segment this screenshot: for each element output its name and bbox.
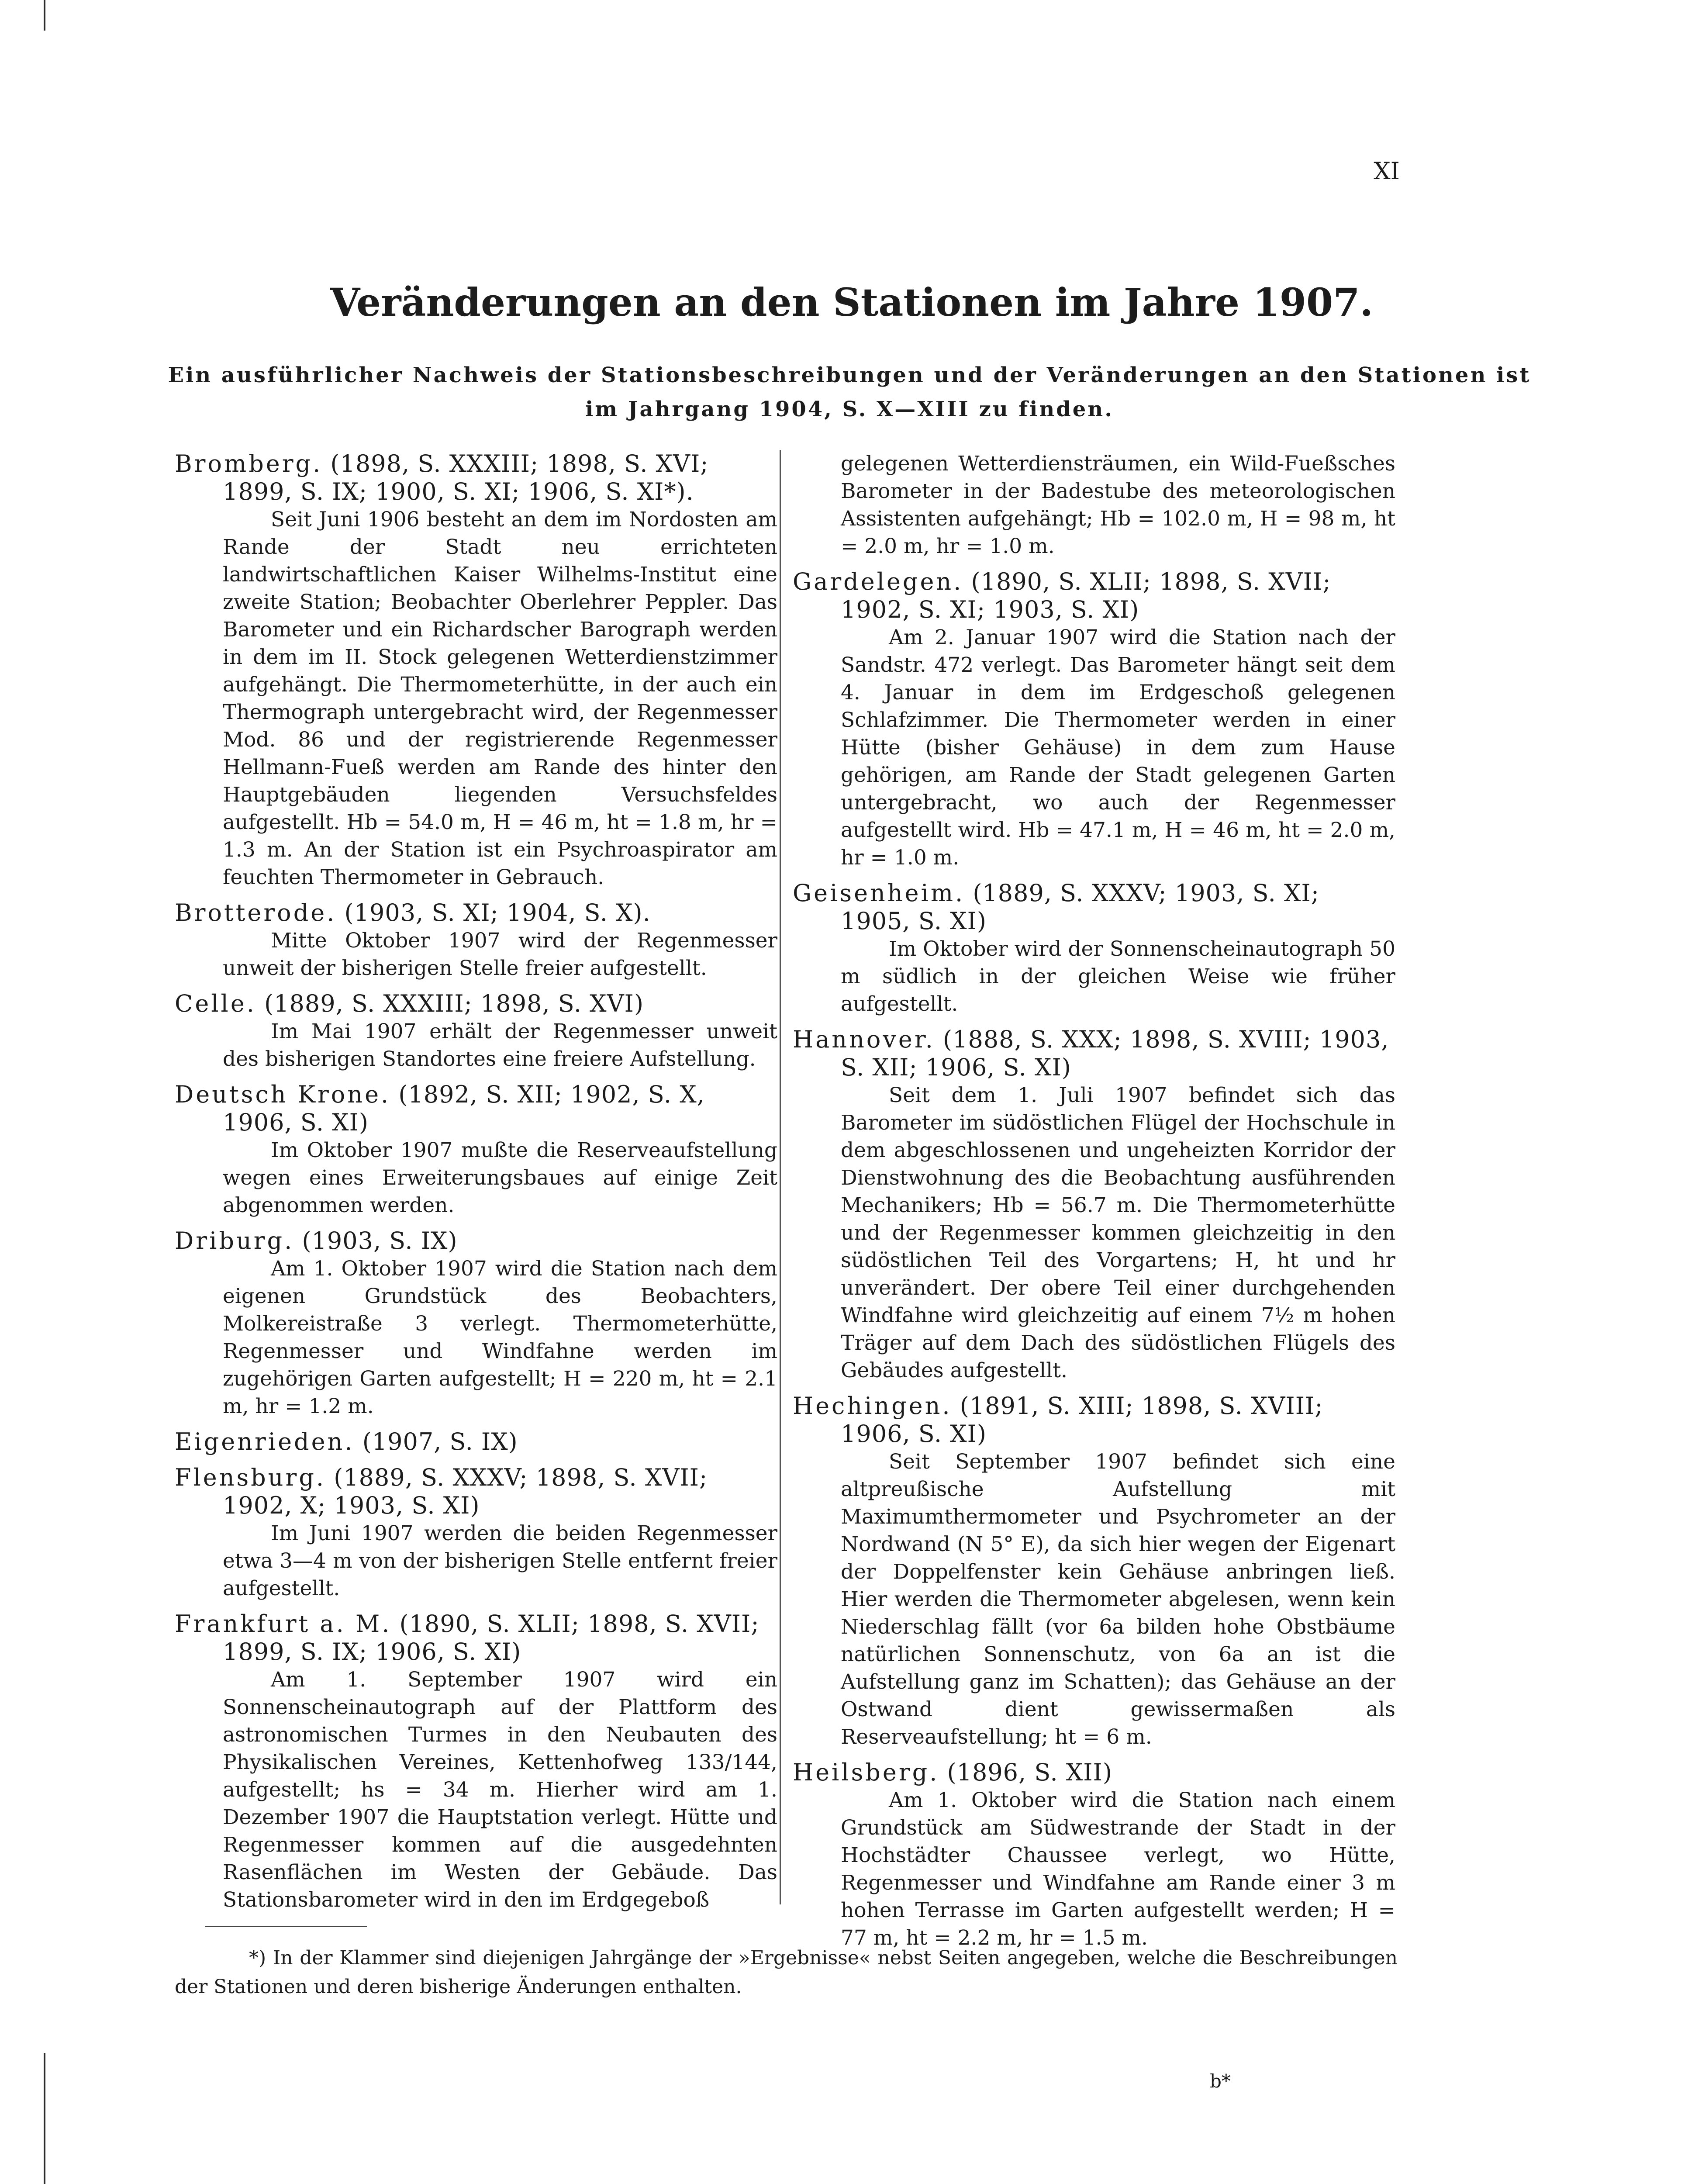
station-text: Seit Juni 1906 besteht an dem im Nordosten am Rande der Stadt neu errichteten landwirtschaftlichen Kaiser Wilhelms-Institut eine zweite Station; Beobachter Oberlehrer Peppler. Das Barometer und ein Richardscher Barograph werden in dem im II. Stock gelegenen Wetterdienstzimmer aufgehängt. Die Thermometerhütte, in der auch ein Thermograph untergebracht wird, der Regenmesser Mod. 86 und der registrierende Regenmesser Hellmann-Fueß werden am Rande des hinter den Hauptgebäuden liegenden Versuchsfeldes aufgestellt. Hb = 54.0 m, H = 46 m, ht = 1.8 m, hr = 1.3 m. An der Station ist ein Psychroaspirator am feuchten Thermometer in Gebrauch. xyxy=(223,508,777,889)
station-name: Eigenrieden. xyxy=(175,1428,355,1455)
station-refs: (1890, S. XLII; 1898, S. XVII; 1899, S. IX; 1906, S. XI) xyxy=(223,1610,759,1666)
station-text: Am 1. Oktober 1907 wird die Station nach dem eigenen Grundstück des Beobachters, Molkereistraße 3 verlegt. Thermometerhütte, Regenmesser und Windfahne werden im zugehörigen Garten aufgestellt; H = 220 m, ht = 2.1 m, hr = 1.2 m. xyxy=(223,1257,777,1418)
station-text: Am 1. September 1907 wird ein Sonnenscheinautograph auf der Plattform des astronomischen Turmes in den Neubauten des Physikalischen Vereines, Kettenhofweg 133/144, aufgestellt; hs = 34 m. Hierher wird am 1. Dezember 1907 die Hauptstation verlegt. Hütte und Regenmesser kommen auf die ausgedehnten Rasenflächen im Westen der Gebäude. Das Stationsbarometer wird in den im Erdgegeboß xyxy=(223,1668,777,1912)
station-entry xyxy=(175,990,777,1073)
station-refs: (1888, S. XXX; 1898, S. XVIII; 1903, S. XII; 1906, S. XI) xyxy=(841,1026,1389,1081)
footnote: *) In der Klammer sind diejenigen Jahrgänge der »Ergebnisse« nebst Seiten angegeben, welche die Beschreibungen der Stationen und deren bisherige Änderungen enthalten. xyxy=(175,1947,1398,1998)
station-heading xyxy=(175,450,777,506)
station-entry xyxy=(793,568,1395,871)
station-name: Driburg. xyxy=(175,1227,294,1254)
station-refs: (1890, S. XLII; 1898, S. XVII; 1902, S. XI; 1903, S. XI) xyxy=(841,568,1331,623)
station-heading xyxy=(793,568,1395,624)
footnote-rule xyxy=(205,1926,367,1927)
station-heading xyxy=(175,1081,777,1137)
station-refs: (1896, S. XII) xyxy=(947,1759,1112,1786)
station-heading xyxy=(175,899,777,927)
station-heading xyxy=(793,1759,1395,1787)
subtitle: Ein ausführlicher Nachweis der Stationsbeschreibungen und der Veränderungen an den Stationen ist im Jahrgang 1904, S. X—XIII zu finden. xyxy=(168,363,1531,422)
station-text: Seit September 1907 befindet sich eine altpreußische Aufstellung mit Maximumthermometer und Psychrometer an der Nordwand (N 5° E), da sich hier wegen der Eigenart der Doppelfenster kein Gehäuse anbringen ließ. Hier werden die Thermometer abgelesen, wenn kein Niederschlag fällt (vor 6a bilden hohe Obstbäume natürlichen Sonnenschutz, von 6a an ist die Aufstellung ganz im Schatten); das Gehäuse an der Ostwand dient gewissermaßen als Reserveaufstellung; ht = 6 m. xyxy=(841,1450,1395,1749)
station-heading xyxy=(793,879,1395,935)
station-heading xyxy=(793,1026,1395,1082)
station-name: Flensburg. xyxy=(175,1464,326,1491)
page-edge-mark xyxy=(44,0,45,31)
continued-text: gelegenen Wetterdiensträumen, ein Wild-Fueßsches Barometer in der Badestube des meteorologischen Assistenten aufgehängt; Hb = 102.0 m, H = 98 m, ht = 2.0 m, hr = 1.0 m. xyxy=(841,452,1395,558)
station-entry xyxy=(793,1392,1395,1751)
station-refs: (1889, S. XXXV; 1898, S. XVII; 1902, X; 1903, S. XI) xyxy=(223,1464,708,1519)
page-edge-mark xyxy=(44,2053,45,2184)
station-text: Im Juni 1907 werden die beiden Regenmesser etwa 3—4 m von der bisherigen Stelle entfernt freier aufgestellt. xyxy=(223,1521,777,1600)
station-refs: (1891, S. XIII; 1898, S. XVIII; 1906, S. XI) xyxy=(841,1392,1323,1448)
station-name: Hechingen. xyxy=(793,1392,952,1420)
station-name: Brotterode. xyxy=(175,899,337,926)
station-entry xyxy=(175,899,777,982)
page-title: Veränderungen an den Stationen im Jahre 1907. xyxy=(330,280,1374,325)
station-entry xyxy=(175,1227,777,1420)
station-refs: (1889, S. XXXIII; 1898, S. XVI) xyxy=(264,990,644,1017)
station-refs: (1903, S. IX) xyxy=(302,1227,458,1254)
station-entry xyxy=(175,450,777,891)
station-entry xyxy=(175,1428,777,1456)
station-text: Seit dem 1. Juli 1907 befindet sich das Barometer im südöstlichen Flügel der Hochschule in dem abgeschlossenen und ungeheizten Korridor der Dienstwohnung des die Beobachtung ausführenden Mechanikers; Hb = 56.7 m. Die Thermometerhütte und der Regenmesser kommen gleichzeitig in den südöstlichen Teil des Vorgartens; H, ht und hr unverändert. Der obere Teil einer durchgehenden Windfahne wird gleichzeitig auf einem 7½ m hohen Träger auf dem Dach des südöstlichen Flügels des Gebäudes aufgestellt. xyxy=(841,1083,1395,1382)
station-name: Geisenheim. xyxy=(793,879,965,907)
station-entry xyxy=(793,879,1395,1018)
station-refs: (1903, S. XI; 1904, S. X). xyxy=(344,899,651,926)
station-text: Am 1. Oktober wird die Station nach einem Grundstück am Südwestrande der Stadt in der Hochstädter Chaussee verlegt, wo Hütte, Regenmesser und Windfahne am Rande einer 3 m hohen Terrasse im Garten aufgestellt werden; H = 77 m, ht = 2.2 m, hr = 1.5 m. xyxy=(841,1788,1395,1950)
column-divider xyxy=(780,450,781,1904)
station-heading xyxy=(175,1464,777,1520)
station-text: Am 2. Januar 1907 wird die Station nach der Sandstr. 472 verlegt. Das Barometer hängt seit dem 4. Januar in dem im Erdgeschoß gelegenen Schlafzimmer. Die Thermometer werden in einer Hütte (bisher Gehäuse) in dem zum Hause gehörigen, am Rande der Stadt gelegenen Garten untergebracht, wo auch der Regenmesser aufgestellt wird. Hb = 47.1 m, H = 46 m, ht = 2.0 m, hr = 1.0 m. xyxy=(841,625,1395,870)
station-text: Mitte Oktober 1907 wird der Regenmesser unweit der bisherigen Stelle freier aufgestellt. xyxy=(223,929,777,980)
right-column xyxy=(793,450,1395,1959)
station-heading xyxy=(175,1227,777,1255)
station-heading xyxy=(175,1428,777,1456)
signature-mark: b* xyxy=(1210,2070,1231,2092)
station-text: Im Mai 1907 erhält der Regenmesser unweit des bisherigen Standortes eine freiere Aufstellung. xyxy=(223,1019,777,1071)
station-refs: (1889, S. XXXV; 1903, S. XI; 1905, S. XI) xyxy=(841,879,1319,935)
station-name: Gardelegen. xyxy=(793,568,963,595)
station-refs: (1898, S. XXXIII; 1898, S. XVI; 1899, S. IX; 1900, S. XI; 1906, S. XI*). xyxy=(223,450,709,505)
station-entry xyxy=(793,1026,1395,1384)
station-name: Frankfurt a. M. xyxy=(175,1610,392,1638)
page-number: XI xyxy=(1374,157,1400,185)
station-text: Im Oktober 1907 mußte die Reserveaufstellung wegen eines Erweiterungsbaues auf einige Zeit abgenommen werden. xyxy=(223,1138,777,1217)
station-refs: (1892, S. XII; 1902, S. X, 1906, S. XI) xyxy=(223,1081,705,1136)
station-name: Hannover. xyxy=(793,1026,935,1053)
station-entry xyxy=(175,1081,777,1219)
left-column xyxy=(175,450,777,1921)
station-name: Celle. xyxy=(175,990,256,1017)
station-name: Bromberg. xyxy=(175,450,323,477)
station-entry xyxy=(175,1610,777,1914)
station-name: Deutsch Krone. xyxy=(175,1081,391,1108)
station-heading xyxy=(793,1392,1395,1448)
station-entry xyxy=(175,1464,777,1602)
station-heading xyxy=(175,1610,777,1666)
station-name: Heilsberg. xyxy=(793,1759,939,1786)
station-heading xyxy=(175,990,777,1018)
station-text: Im Oktober wird der Sonnenscheinautograph 50 m südlich in der gleichen Weise wie früher aufgestellt. xyxy=(841,937,1395,1016)
station-entry xyxy=(793,1759,1395,1952)
station-refs: (1907, S. IX) xyxy=(362,1428,518,1455)
